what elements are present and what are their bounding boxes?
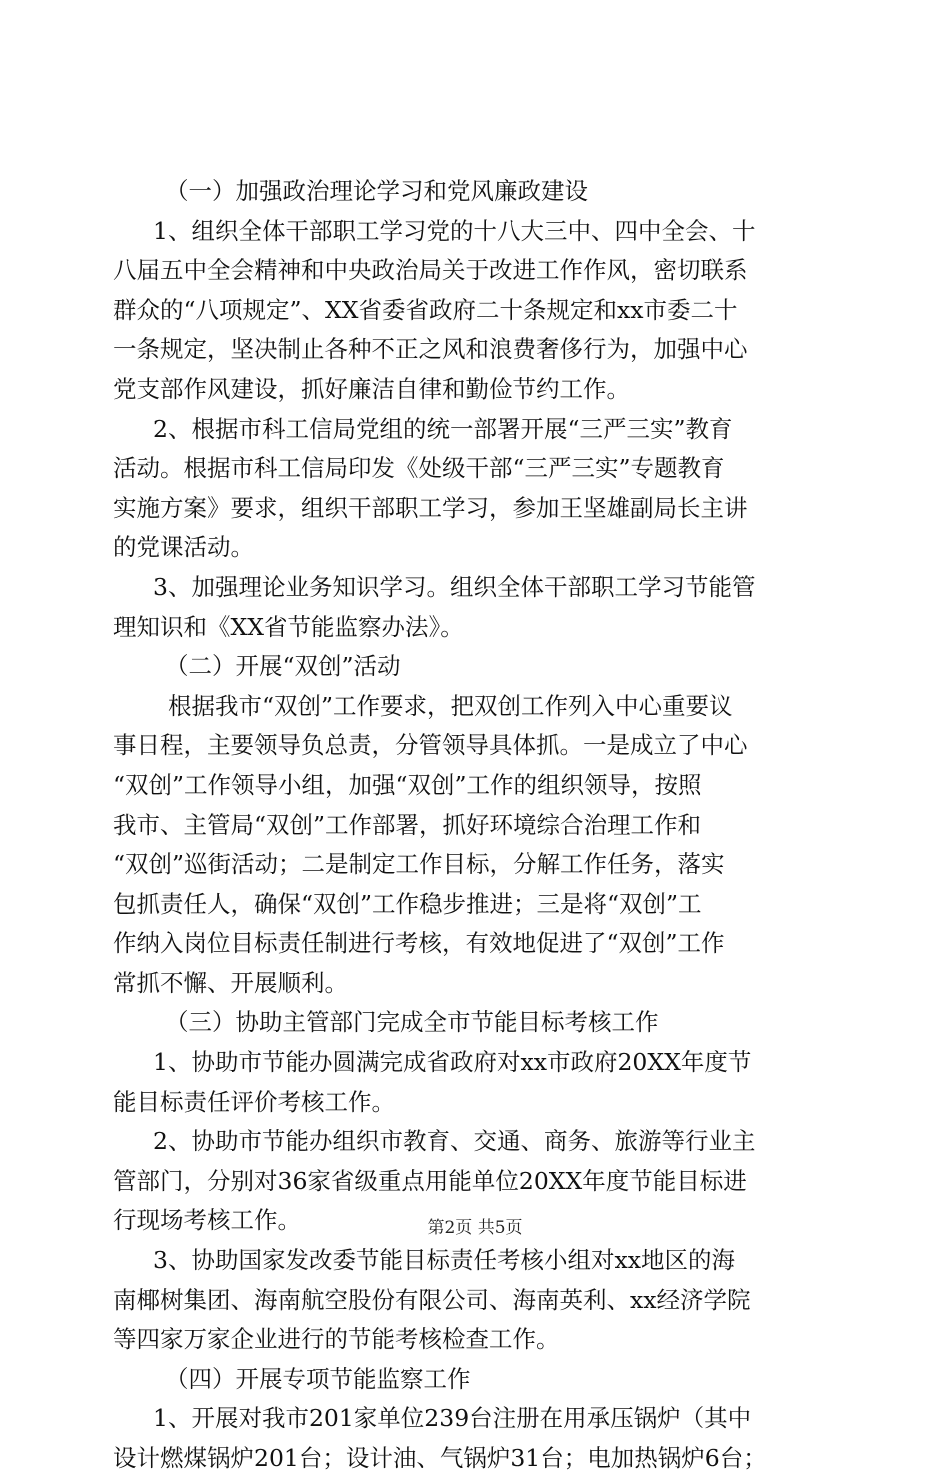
document-body <box>113 172 843 1479</box>
paragraph-line: 群众的“八项规定”、XX省委省政府二十条规定和xx市委二十 <box>113 295 738 324</box>
paragraph-line: 1、协助市节能办圆满完成省政府对xx市政府20XX年度节 <box>153 1048 752 1077</box>
paragraph-line: 活动。根据市科工信局印发《处级干部“三严三实”专题教育 <box>113 454 725 483</box>
paragraph-line: 常抓不懈、开展顺利。 <box>113 968 348 997</box>
paragraph-line: 2、协助市节能办组织市教育、交通、商务、旅游等行业主 <box>153 1127 756 1156</box>
paragraph-line: 能目标责任评价考核工作。 <box>113 1087 395 1116</box>
paragraph-line: 作纳入岗位目标责任制进行考核，有效地促进了“双创”工作 <box>113 929 725 958</box>
page-footer: 第2页 共5页 <box>427 1218 523 1238</box>
paragraph-line: 等四家万家企业进行的节能考核检查工作。 <box>113 1325 560 1354</box>
paragraph-line: 管部门，分别对36家省级重点用能单位20XX年度节能目标进 <box>113 1166 747 1195</box>
paragraph-line: 我市、主管局“双创”工作部署，抓好环境综合治理工作和 <box>113 810 702 839</box>
paragraph-line: 3、加强理论业务知识学习。组织全体干部职工学习节能管 <box>153 572 756 601</box>
paragraph-line: 一条规定，坚决制止各种不正之风和浪费奢侈行为，加强中心 <box>113 335 748 364</box>
paragraph-line: 事日程，主要领导负总责，分管领导具体抓。一是成立了中心 <box>113 731 748 760</box>
paragraph-line: 八届五中全会精神和中央政治局关于改进工作作风，密切联系 <box>113 256 748 285</box>
paragraph-line: 设计燃煤锅炉201台；设计油、气锅炉31台；电加热锅炉6台； <box>113 1444 767 1472</box>
paragraph-line: 行现场考核工作。 <box>113 1206 301 1235</box>
paragraph-line: 2、根据市科工信局党组的统一部署开展“三严三实”教育 <box>153 414 733 443</box>
paragraph-line: 南椰树集团、海南航空股份有限公司、海南英利、xx经济学院 <box>113 1285 751 1314</box>
paragraph-line: 1、组织全体干部职工学习党的十八大三中、四中全会、十 <box>153 216 756 245</box>
paragraph-line: “双创”工作领导小组，加强“双创”工作的组织领导，按照 <box>113 770 702 799</box>
paragraph-line: 党支部作风建设，抓好廉洁自律和勤俭节约工作。 <box>113 374 630 403</box>
heading-section-4: （四）开展专项节能监察工作 <box>165 1364 471 1393</box>
paragraph-line: “双创”巡街活动；二是制定工作目标，分解工作任务，落实 <box>113 850 725 879</box>
heading-section-1: （一）加强政治理论学习和党风廉政建设 <box>165 177 588 205</box>
paragraph-line: 3、协助国家发改委节能目标责任考核小组对xx地区的海 <box>153 1246 735 1275</box>
paragraph-line: 实施方案》要求，组织干部职工学习，参加王坚雄副局长主讲 <box>113 493 748 522</box>
paragraph-line: 包抓责任人，确保“双创”工作稳步推进；三是将“双创”工 <box>113 889 702 918</box>
heading-section-2: （二）开展“双创”活动 <box>165 652 401 681</box>
paragraph-line: 1、开展对我市201家单位239台注册在用承压锅炉（其中 <box>153 1404 752 1433</box>
heading-section-3: （三）协助主管部门完成全市节能目标考核工作 <box>165 1008 659 1037</box>
paragraph-line: 理知识和《XX省节能监察办法》。 <box>113 612 464 641</box>
paragraph-line: 根据我市“双创”工作要求，把双创工作列入中心重要议 <box>168 691 733 720</box>
paragraph-line: 的党课活动。 <box>113 533 254 562</box>
